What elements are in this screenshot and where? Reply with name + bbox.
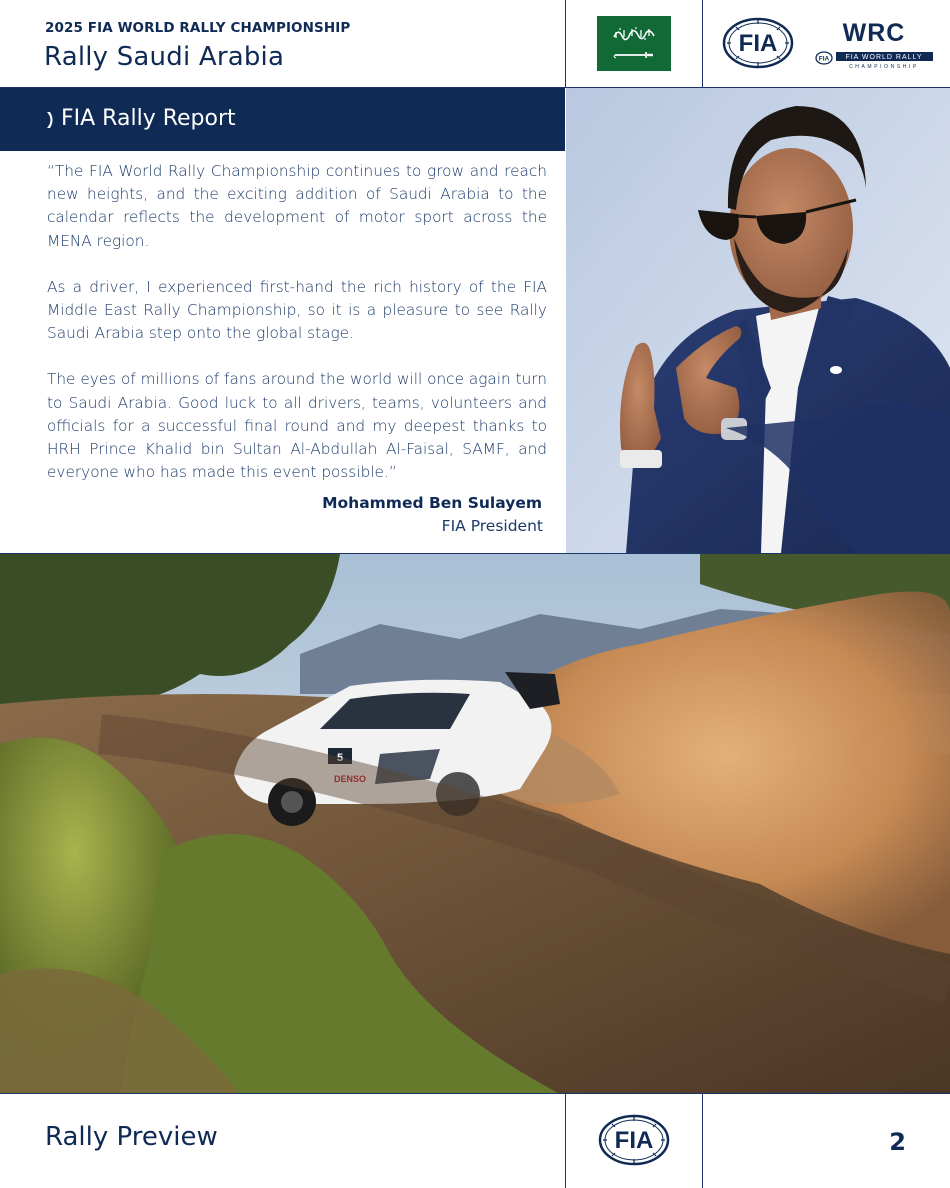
quote-paragraph: The eyes of millions of fans around the world will once again turn to Saudi Arabia. Good luck to all drivers, teams, volunteers and officials for a successful final round and my deepest thanks to HRH Prince Khalid bin Sultan Al-Abdullah Al-Faisal, SAMF, and everyone who has made this event possible.” [47,370,547,482]
quote-author-role: FIA President [441,517,543,535]
portrait-illustration [566,88,950,553]
section-title: FIA Rally Report [61,106,236,131]
header-title: Rally Saudi Arabia [44,42,285,72]
section-banner [0,88,565,151]
svg-text:DENSO: DENSO [333,774,367,784]
svg-text:WRC: WRC [842,19,906,47]
portrait-photo [566,88,950,553]
header-subtitle: 2025 FIA WORLD RALLY CHAMPIONSHIP [45,20,351,36]
fia-logo-icon [722,17,794,69]
rally-car-photo [0,553,950,1093]
quote-paragraph: “The FIA World Rally Championship continues to grow and reach new heights, and the exciting addition of Saudi Arabia to the calendar reflects the development of motor sport across the MENA region. [47,162,547,250]
footer-divider [702,1094,703,1188]
fia-logo-icon [598,1114,670,1166]
page-footer [0,1093,950,1188]
header-divider [565,0,566,88]
chevron-right-icon [45,110,55,130]
page-header [0,0,950,88]
footer-divider [565,1094,566,1188]
quote-paragraph: As a driver, I experienced first-hand the rich history of the FIA Middle East Rally Championship, so it is a pleasure to see Rally Saudi Arabia step onto the global stage. [47,277,547,343]
svg-text:FIA: FIA [738,30,778,57]
wrc-logo-icon [814,17,934,69]
svg-text:CHAMPIONSHIP: CHAMPIONSHIP [849,64,919,69]
page-number: 2 [889,1128,906,1156]
svg-text:FIA: FIA [614,1127,654,1154]
rally-illustration [0,554,950,1093]
footer-title: Rally Preview [45,1122,218,1152]
flag-sword-icon [613,51,655,59]
quote-text [47,160,547,484]
quote-author: Mohammed Ben Sulayem [322,494,542,512]
saudi-flag-icon [597,16,671,71]
svg-text:5: 5 [336,752,344,764]
header-divider [702,0,703,88]
svg-text:FIA WORLD RALLY: FIA WORLD RALLY [845,54,923,61]
svg-text:FIA: FIA [818,55,830,63]
flag-script-icon [612,25,656,41]
